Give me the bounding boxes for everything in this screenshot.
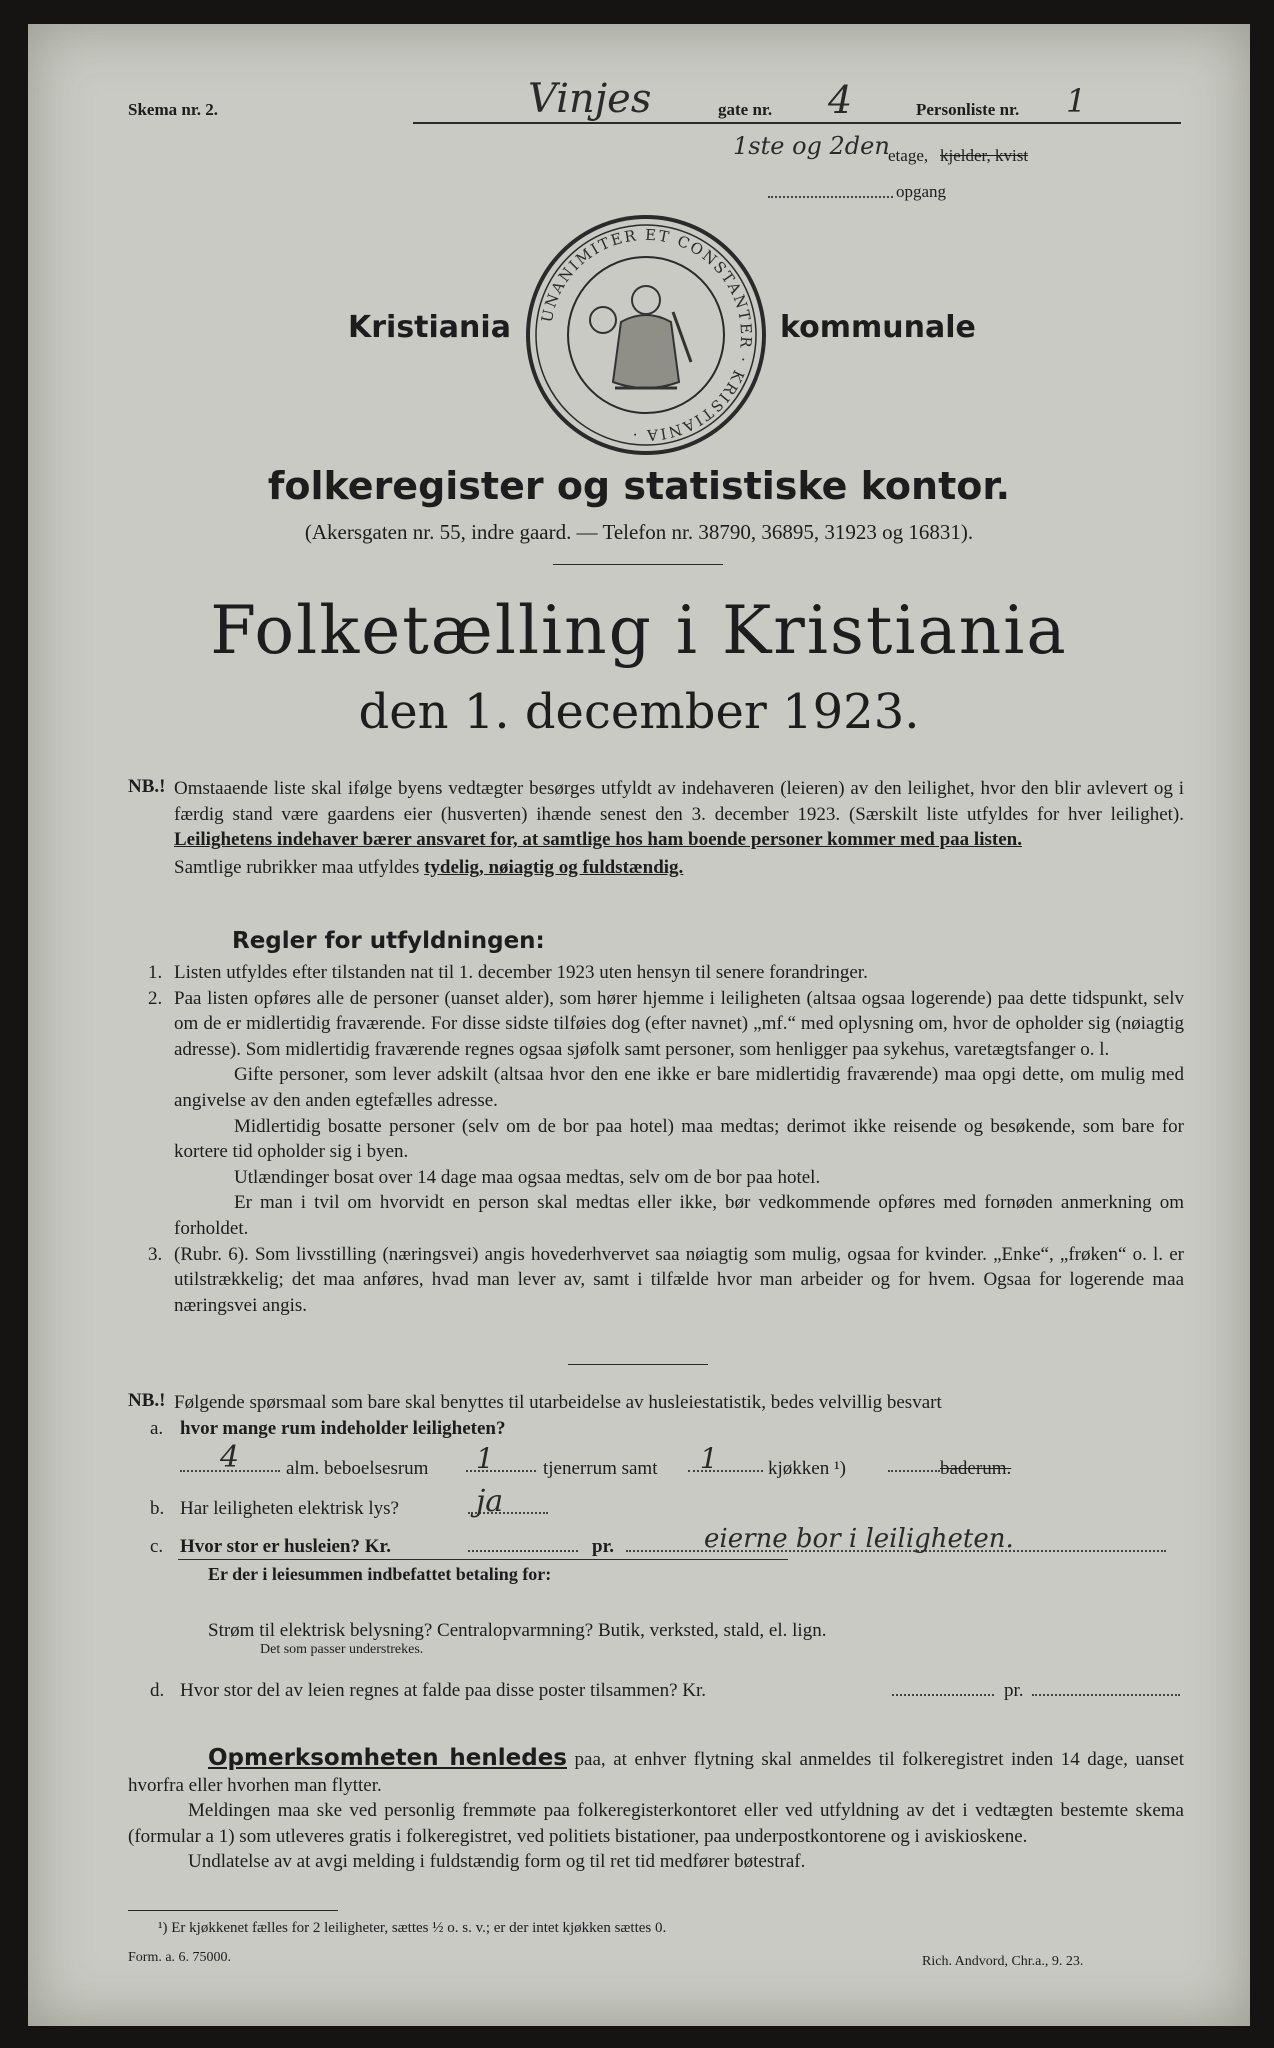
census-form-page (28, 24, 1250, 2026)
rule-2e: Er man i tvil om hvorvidt en person skal medtas eller ikke, bør vedkommende opføres med fornøden anmerkning om forholdet. (174, 1192, 1184, 1239)
q-c-note: Det som passer understrekes. (260, 1642, 424, 1657)
form-number: Form. a. 6. 75000. (128, 1950, 232, 1965)
servant-label: tjenerrum samt (543, 1458, 658, 1479)
svg-text:UNANIMITER ET CONSTANTER · KRI: UNANIMITER ET CONSTANTER · KRISTIANIA · (537, 225, 756, 445)
q-d-pr: pr. (1004, 1680, 1024, 1701)
share-dots (892, 1694, 994, 1696)
nb2-intro: Følgende spørsmaal som bare skal benyttes til utarbeidelse av husleiestatistik, bedes velvillig besvart (174, 1392, 942, 1413)
q-c-label: c. (150, 1536, 164, 1557)
nb1-text: Omstaaende liste skal ifølge byens vedtægter besørges utfyldt av indehaveren (leieren) av den leilighet, hvor den blir avlevert og i færdig stand være gaardens eier (husverten) ihænde senest den 3. december 1923. (Særskilt liste utfyldes for hver leilighet). (174, 778, 1184, 825)
rooms-label: alm. beboelsesrum (286, 1458, 429, 1479)
rules-list (148, 960, 1184, 1318)
q-c-pr: pr. (592, 1536, 615, 1557)
q-d-label: d. (150, 1680, 165, 1701)
rent-dots (468, 1550, 578, 1552)
city-seal-icon (523, 212, 769, 458)
personliste-label: Personliste nr. (916, 100, 1020, 119)
notice-heading: Opmerksomheten henledes (208, 1745, 567, 1771)
kitchen-handwritten: 1 (700, 1442, 718, 1475)
office-name: folkeregister og statistiske kontor. (267, 464, 1011, 508)
skema-label: Skema nr. 2. (128, 100, 219, 119)
notice-text3: Undlatelse av at avgi melding i fuldstændig form og til ret tid medfører bøtestraf. (188, 1851, 806, 1873)
printer-credit: Rich. Andvord, Chr.a., 9. 23. (922, 1954, 1084, 1969)
rule-2-num: 2. (148, 987, 163, 1009)
census-date: den 1. december 1923. (358, 684, 920, 740)
c-underline (178, 1559, 788, 1560)
notice-paragraph (128, 1746, 1184, 1875)
header-underline (413, 122, 1181, 124)
personliste-nr-handwritten: 1 (1066, 82, 1087, 120)
rule-2b: Gifte personer, som lever adskilt (altsaa hvor den ene ikke er bare midlertidig fraværende) maa opgi dette, om mulig med angivelse av den anden egtefælles adresse. (174, 1064, 1184, 1111)
rooms-handwritten: 4 (220, 1440, 240, 1475)
rules-heading: Regler for utfyldningen: (232, 928, 545, 954)
notice-text2: Meldingen maa ske ved personlig fremmøte paa folkeregisterkontoret eller ved utfyldning av det i vedtægten bestemte skema (formular a 1) som utleveres gratis i folkeregistret, ved politiets bistationer, paa underpostkontorene og i aviskioskene. (128, 1800, 1184, 1847)
q-c-sub: Er der i leiesummen indbefattet betaling for: (208, 1564, 552, 1584)
servant-handwritten: 1 (476, 1442, 494, 1475)
title-divider (553, 564, 723, 565)
section-divider (568, 1364, 708, 1365)
gate-nr-handwritten: 4 (828, 78, 853, 122)
footnote: ¹) Er kjøkkenet fælles for 2 leiligheter, sættes ½ o. s. v.; er der intet kjøkken sættes 0. (158, 1920, 667, 1936)
q-c-question: Hvor stor er husleien? Kr. (180, 1536, 391, 1557)
share-period-dots (1032, 1694, 1180, 1696)
kitchen-label: kjøkken ¹) (768, 1458, 846, 1479)
bath-dots (888, 1470, 940, 1472)
footnote-rule (128, 1910, 338, 1911)
gate-label: gate nr. (718, 100, 773, 119)
rule-3-num: 3. (148, 1243, 163, 1265)
opgang-label: opgang (896, 182, 947, 201)
q-c-items: Strøm til elektrisk belysning? Centralopvarmning? Butik, verksted, stald, el. lign. (208, 1620, 827, 1641)
nb1-text2: Samtlige rubrikker maa utfyldes (174, 856, 420, 878)
nb1-label: NB.! (128, 776, 166, 797)
q-d-question: Hvor stor del av leien regnes at falde paa disse poster tilsammen? Kr. (180, 1680, 707, 1701)
q-b-question: Har leiligheten elektrisk lys? (180, 1498, 399, 1519)
rule-1-num: 1. (148, 962, 163, 983)
nb1-text2-bold: tydelig, nøiagtig og fuldstændig. (424, 856, 684, 878)
etage-handwritten: 1ste og 2den (733, 132, 890, 160)
etage-label: etage, (888, 146, 929, 165)
opgang-dots (768, 196, 893, 198)
notice-text1: paa, at enhver flytning skal anmeldes til folkeregistret inden 14 dage, uanset hvorfra eller hvorhen man flytter. (128, 1749, 1184, 1796)
office-right-word: kommunale (780, 310, 976, 345)
rule-1: Listen utfyldes efter tilstanden nat til 1. december 1923 uten hensyn til senere forandringer. (174, 962, 868, 983)
office-left-word: Kristiania (348, 310, 511, 345)
rule-3: (Rubr. 6). Som livsstilling (næringsvei) angis hovederhvervet saa nøiagtig som mulig, ogsaa for kvinder. „Enke“, „frøken“ o. l. er utilstrækkelig; det maa anføres, hvad man lever av, samt i tilfælde hvor man arbeider og for hvem. Ogsaa for logerende maa næringsvei angis. (174, 1243, 1184, 1316)
rule-2c: Midlertidig bosatte personer (selv om de bor paa hotel) maa medtas; derimot ikke reisende og besøkende, som bare for kortere tid opholder sig i byen. (174, 1115, 1184, 1163)
nb2-label: NB.! (128, 1390, 166, 1411)
etage-struck: kjelder, kvist (940, 146, 1029, 165)
bath-struck: baderum. (940, 1458, 1012, 1479)
office-address: (Akersgaten nr. 55, indre gaard. — Telefon nr. 38790, 36895, 31923 og 16831). (304, 520, 974, 544)
q-a-question: hvor mange rum indeholder leiligheten? (180, 1418, 506, 1439)
street-handwritten: Vinjes (528, 76, 652, 122)
q-a-label: a. (150, 1418, 164, 1439)
nb1-paragraph (174, 776, 1184, 880)
rule-2d: Utlændinger bosat over 14 dage maa ogsaa medtas, selv om de bor paa hotel. (234, 1166, 821, 1188)
census-title: Folketælling i Kristiania (210, 592, 1068, 669)
electric-handwritten: ja (476, 1484, 504, 1519)
rent-handwritten: eierne bor i leiligheten. (704, 1524, 1014, 1554)
rule-2: Paa listen opføres alle de personer (uanset alder), som hører hjemme i leiligheten (altsaa ogsaa logerende) paa dette tidspunkt, selv om de er midlertidig fraværende. For disse sidste tilføies dog (efter navnet) „mf.“ med oplysning om, hvor de opholder sig (nøiagtig adresse). Som midlertidig fraværende regnes ogsaa sjøfolk samt personer, som henligger paa sykehus, varetægtsfanger o. l. (174, 987, 1184, 1060)
q-b-label: b. (150, 1498, 165, 1519)
nb1-bold: Leilighetens indehaver bærer ansvaret for, at samtlige hos ham boende personer kommer med paa listen. (174, 829, 1022, 851)
